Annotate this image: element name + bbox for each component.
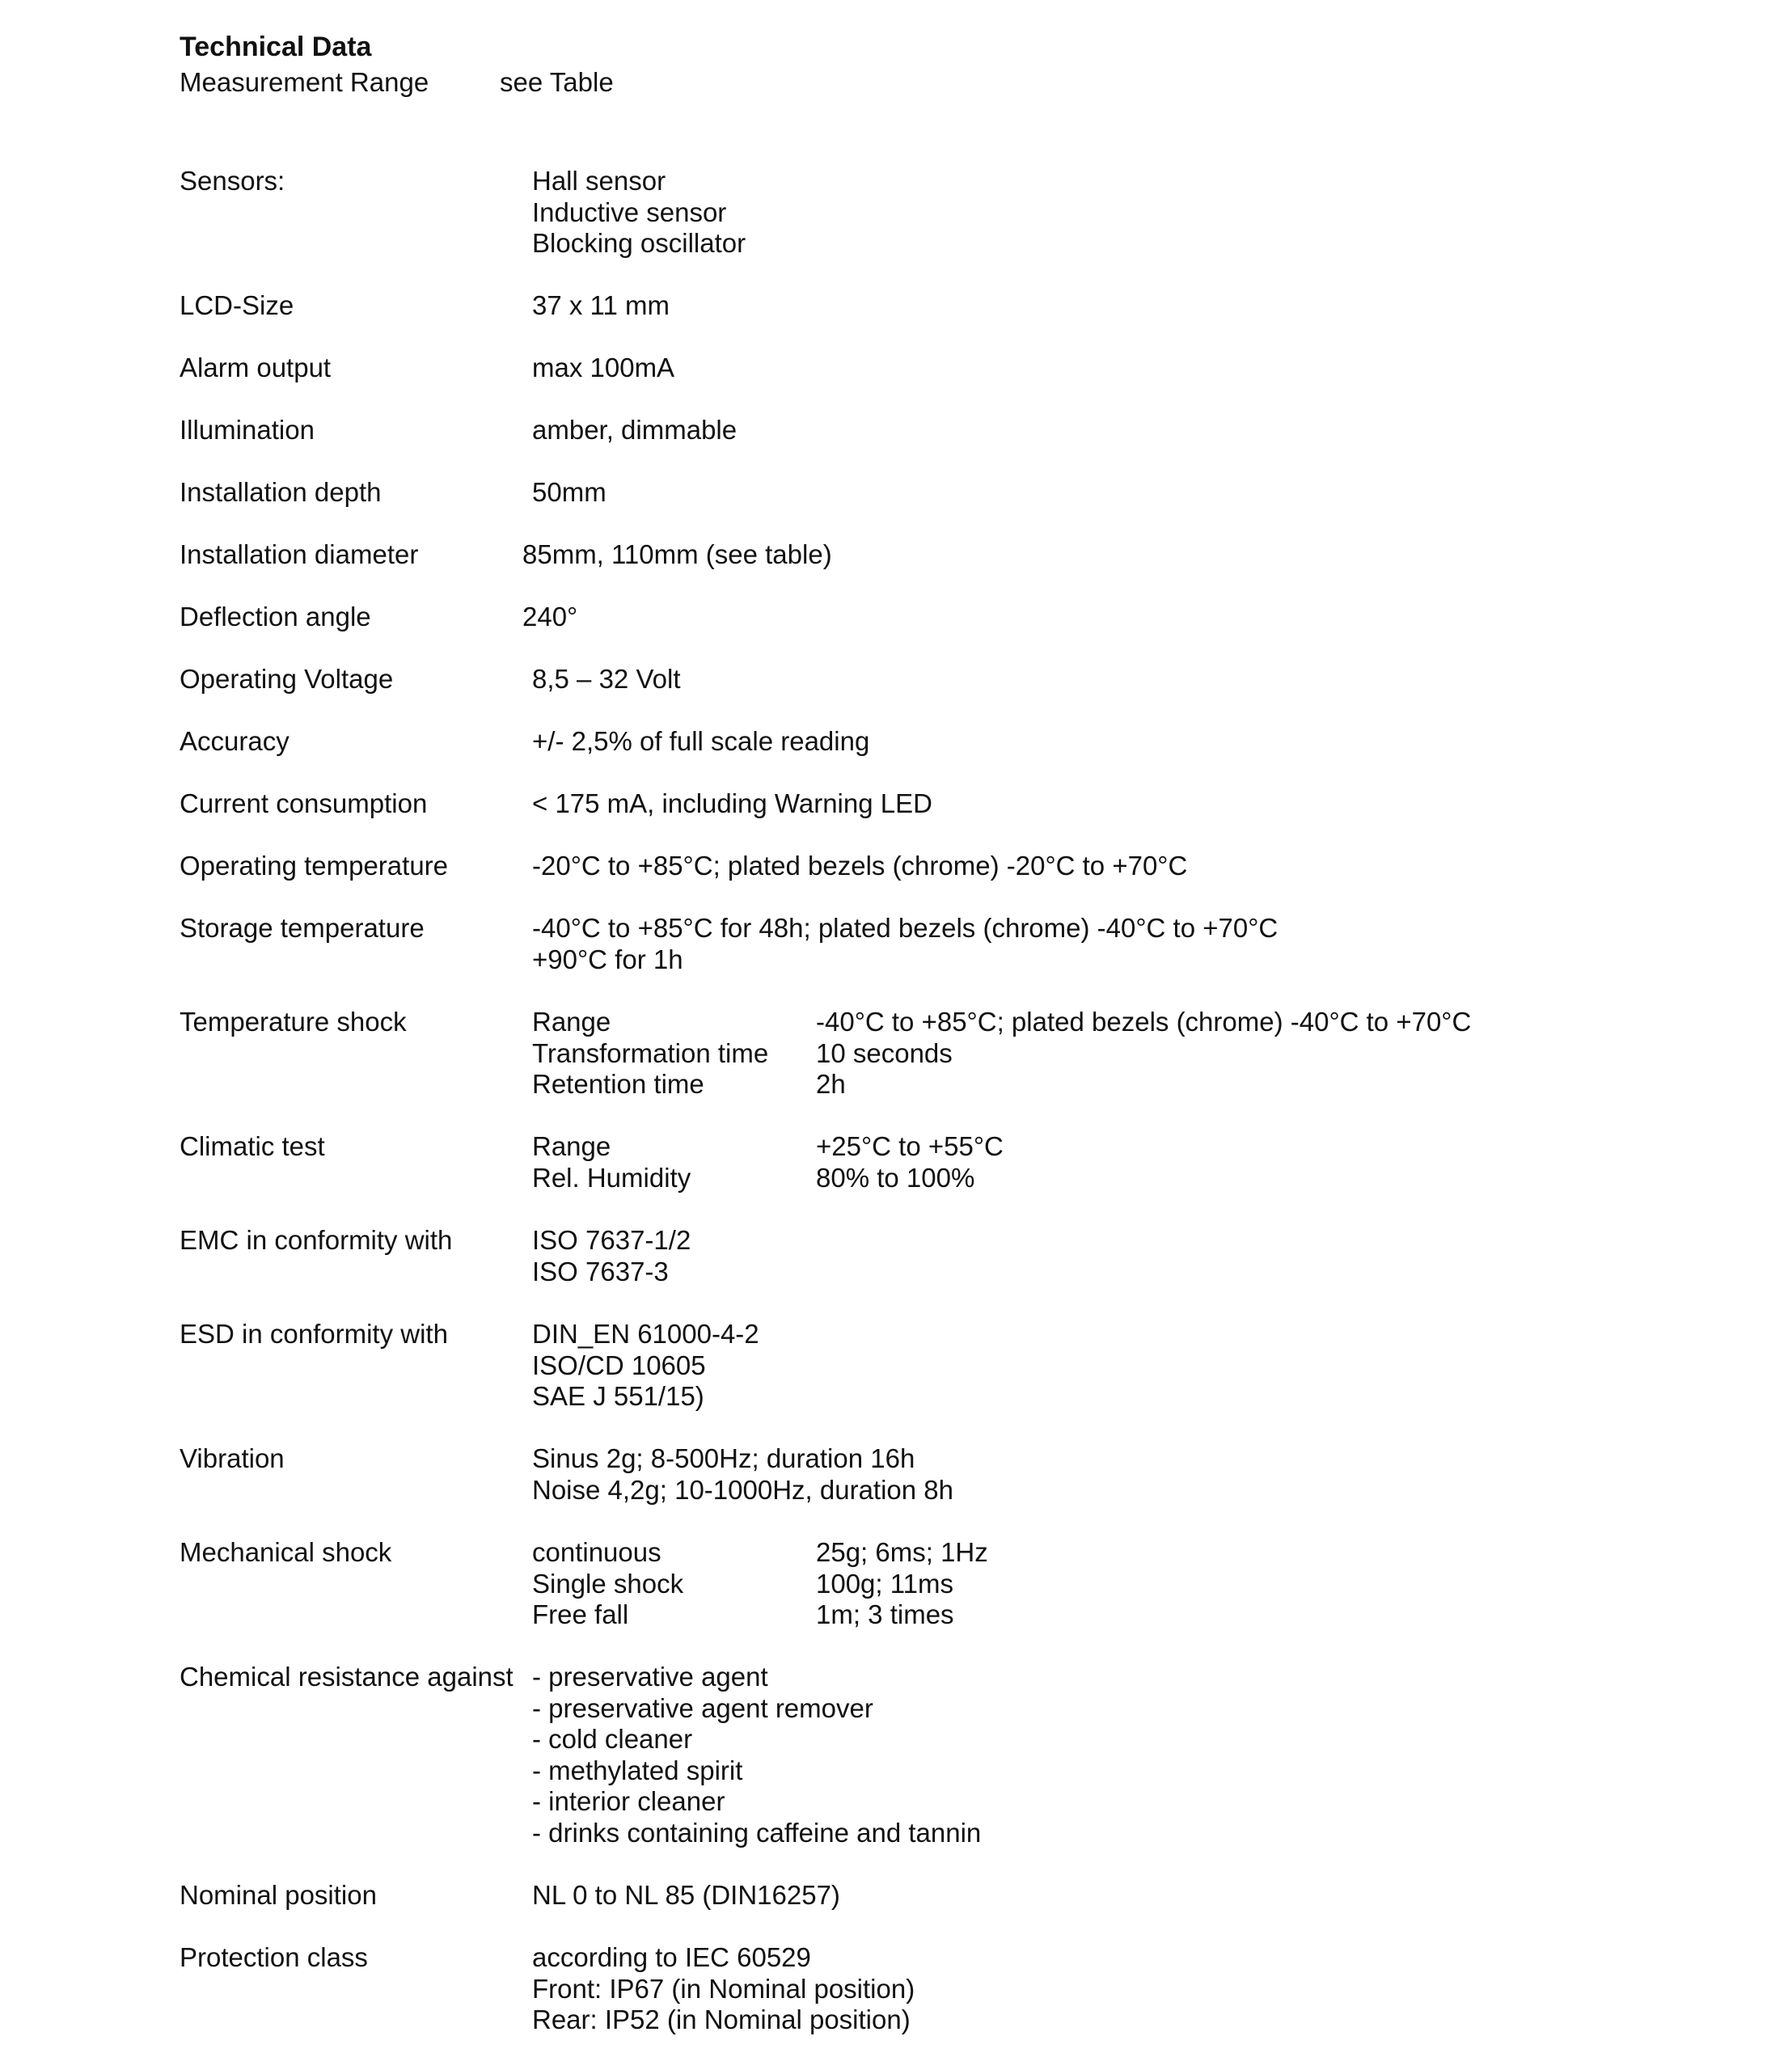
spec-values — [532, 1443, 953, 1506]
spec-subtable — [532, 1131, 1664, 1193]
spec-value: - preservative agent — [532, 1662, 768, 1692]
measurement-range-label: Measurement Range — [180, 67, 429, 97]
spec-values — [522, 602, 577, 633]
spec-label: Storage temperature — [180, 913, 425, 943]
subtable-value: 25g; 6ms; 1Hz — [816, 1537, 988, 1567]
spec-value: DIN_EN 61000-4-2 — [532, 1319, 759, 1349]
spec-value: 37 x 11 mm — [532, 290, 670, 320]
subtable-row — [532, 1599, 1664, 1631]
spec-value: Hall sensor — [532, 166, 666, 196]
spec-value: NL 0 to NL 85 (DIN16257) — [532, 1880, 840, 1910]
spec-values — [532, 664, 680, 695]
subtable-key: Rel. Humidity — [532, 1162, 691, 1193]
spec-label: Operating Voltage — [180, 664, 394, 694]
spec-label: Illumination — [180, 415, 315, 445]
spec-label: Accuracy — [180, 726, 290, 756]
spec-value: Blocking oscillator — [532, 228, 746, 258]
spec-label: Installation diameter — [180, 539, 419, 569]
subtable-value: 80% to 100% — [816, 1162, 975, 1193]
subtable-value: +25°C to +55°C — [816, 1131, 1004, 1161]
spec-value: Inductive sensor — [532, 196, 727, 227]
subtable-row — [532, 1069, 1664, 1100]
spec-values — [532, 290, 670, 322]
spec-value: amber, dimmable — [532, 415, 738, 445]
spec-value: - preservative agent remover — [532, 1692, 873, 1723]
subtable-key: Transformation time — [532, 1037, 769, 1068]
spec-label: Mechanical shock — [180, 1537, 392, 1567]
spec-label: Sensors: — [180, 166, 285, 196]
spec-label: ESD in conformity with — [180, 1319, 448, 1349]
spec-label: Alarm output — [180, 353, 332, 382]
measurement-range-value: see Table — [500, 67, 614, 97]
spec-value: ISO/CD 10605 — [532, 1350, 706, 1380]
spec-label: Vibration — [180, 1443, 285, 1473]
spec-values — [532, 166, 746, 260]
spec-value: -20°C to +85°C; plated bezels (chrome) -20°C to +70°C — [532, 851, 1188, 881]
spec-value: - interior cleaner — [532, 1786, 725, 1816]
subtable-value: 1m; 3 times — [816, 1599, 954, 1629]
spec-values — [532, 851, 1187, 882]
spec-values — [532, 1880, 840, 1912]
spec-label: Protection class — [180, 1942, 368, 1972]
subtable-key: Range — [532, 1131, 611, 1161]
spec-value: +90°C for 1h — [532, 944, 683, 974]
spec-value: according to IEC 60529 — [532, 1942, 811, 1972]
subtable-value: 10 seconds — [816, 1037, 953, 1068]
spec-value: < 175 mA, including Warning LED — [532, 788, 932, 818]
spec-value: +/- 2,5% of full scale reading — [532, 726, 870, 756]
subtable-key: Retention time — [532, 1069, 704, 1099]
spec-label: EMC in conformity with — [180, 1225, 453, 1255]
spec-values — [532, 1662, 981, 1848]
subtable-key: Single shock — [532, 1568, 684, 1599]
subtable-row — [532, 1537, 1664, 1569]
spec-value: max 100mA — [532, 353, 675, 382]
subtable-row — [532, 1131, 1664, 1163]
subtable-key: Range — [532, 1007, 611, 1037]
spec-value: - methylated spirit — [532, 1755, 743, 1785]
spec-values — [522, 539, 832, 571]
spec-label: LCD-Size — [180, 290, 294, 320]
spec-label: Nominal position — [180, 1880, 377, 1910]
spec-value: - drinks containing caffeine and tannin — [532, 1817, 982, 1848]
spec-value: 50mm — [532, 477, 606, 507]
subtable-value: 100g; 11ms — [816, 1568, 953, 1599]
spec-value: Rear: IP52 (in Nominal position) — [532, 2005, 911, 2034]
spec-values — [532, 415, 737, 446]
subtable-row — [532, 1163, 1664, 1194]
spec-label: Current consumption — [180, 788, 428, 818]
spec-label: Operating temperature — [180, 851, 449, 881]
spec-label: Climatic test — [180, 1131, 325, 1161]
spec-value: Noise 4,2g; 10-1000Hz, duration 8h — [532, 1474, 954, 1505]
spec-values — [532, 726, 869, 758]
subtable-value: 2h — [816, 1069, 846, 1099]
subtable-value: -40°C to +85°C; plated bezels (chrome) -40°C to +70°C — [816, 1007, 1472, 1037]
spec-values — [532, 1942, 915, 2036]
spec-value: ISO 7637-1/2 — [532, 1225, 691, 1255]
spec-value: Sinus 2g; 8-500Hz; duration 16h — [532, 1443, 915, 1473]
subtable-row — [532, 1038, 1664, 1070]
spec-value: 240° — [522, 602, 578, 632]
spec-values — [532, 353, 674, 384]
spec-value: - cold cleaner — [532, 1724, 693, 1754]
spec-values — [532, 788, 932, 820]
spec-label: Deflection angle — [180, 602, 371, 632]
spec-value: 85mm, 110mm (see table) — [522, 539, 832, 569]
spec-label: Temperature shock — [180, 1007, 407, 1037]
subtable-row — [532, 1569, 1664, 1600]
page-title: Technical Data — [180, 32, 372, 62]
spec-label: Chemical resistance against — [180, 1662, 514, 1692]
subtable-key: Free fall — [532, 1599, 629, 1629]
spec-value: Front: IP67 (in Nominal position) — [532, 1973, 915, 2004]
spec-values — [532, 913, 1278, 975]
spec-value: 8,5 – 32 Volt — [532, 664, 681, 694]
spec-values — [532, 1319, 759, 1413]
spec-value: SAE J 551/15) — [532, 1381, 704, 1411]
spec-value: ISO 7637-3 — [532, 1256, 669, 1286]
subtable-key: continuous — [532, 1537, 661, 1567]
subtable-row — [532, 1007, 1664, 1038]
spec-label: Installation depth — [180, 477, 382, 507]
spec-subtable — [532, 1537, 1664, 1631]
spec-value: -40°C to +85°C for 48h; plated bezels (chrome) -40°C to +70°C — [532, 913, 1278, 943]
spec-values — [532, 1225, 691, 1287]
spec-subtable — [532, 1007, 1664, 1100]
measurement-range-row — [180, 65, 614, 100]
spec-values — [532, 477, 606, 509]
